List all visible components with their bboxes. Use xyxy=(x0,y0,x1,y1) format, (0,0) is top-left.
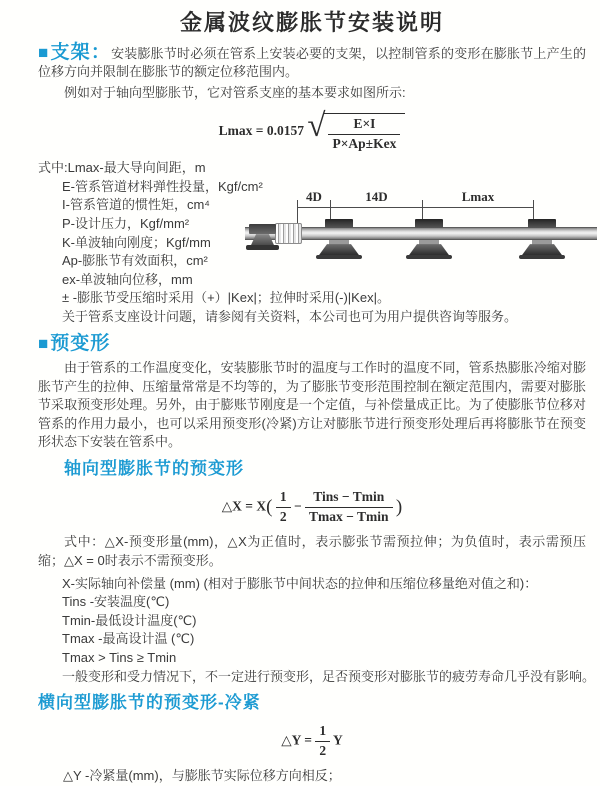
definition-line: 关于管系支座设计问题，请参阅有关资料，本公司也可为用户提供咨询等服务。 xyxy=(62,308,518,324)
definition-line: 式中:Lmax-最大导向间距，m xyxy=(38,160,206,176)
definition-line: Ap-膨胀节有效面积，cm² xyxy=(62,253,208,269)
blue-square-icon: ■ xyxy=(38,334,50,354)
definition-line: E-管系管道材料弹性投量，Kgf/cm² xyxy=(62,178,263,194)
support-intro-text: 安装膨胀节时必须在管系上安装必要的支架，以控制管系的变形在膨胀节上产生的位移方向并限制在膨胀节的额定位移范围内。 xyxy=(38,45,586,80)
lateral-subsection-heading: 横向型膨胀节的预变形-冷紧 xyxy=(38,693,261,713)
predeform-section-heading xyxy=(38,335,586,354)
support-section-heading xyxy=(38,42,111,63)
axial-explain-paragraph: 式中：△X-预变形量(mm)，△X为正值时，表示膨张节需预拉伸；为负值时，表示需预压缩；△X = 0时表示不需预变形。 xyxy=(38,534,586,568)
support-intro-paragraph xyxy=(38,41,586,82)
formula-delta-x xyxy=(38,489,586,526)
definition-line: Tins -安装温度(℃) xyxy=(62,594,170,610)
blue-square-icon: ■ xyxy=(38,42,50,62)
page-title: 金属波纹膨胀节安装说明 xyxy=(179,10,444,35)
dim-label-4d: 4D xyxy=(306,189,322,205)
support-example-line: 例如对于轴向型膨胀节，它对管系支座的基本要求如图所示: xyxy=(64,84,406,100)
definition-line: Tmax -最高设计温 (℃) xyxy=(62,631,195,647)
predeform-heading-label: 预变形 xyxy=(50,333,111,355)
formula-dx-lhs: △X = X xyxy=(221,498,267,514)
temperature-fraction: $\frac{\text{Tins − Tmin}}{Tmax - Tmin}$ xyxy=(305,489,392,526)
definition-line: X-实际轴向补偿量 (mm) (相对于膨胀节中间状态的拉伸和压缩位移量绝对值之和)： xyxy=(62,575,538,591)
axial-subsection-heading: 轴向型膨胀节的预变形 xyxy=(64,459,244,479)
definition-line: ± -膨胀节受压缩时采用（+）|Kex|；拉伸时采用(-)|Kex|。 xyxy=(62,290,390,306)
sqrt-expression xyxy=(307,108,405,153)
formula-lmax-fraction xyxy=(328,116,400,153)
lateral-note-line: △Y -冷紧量(mm)，与膨胀节实际位移方向相反； xyxy=(63,768,341,784)
support-heading-label: 支架： xyxy=(50,41,112,63)
formula-dy-lhs: △Y = xyxy=(281,732,312,748)
dim-label-14d: 14D xyxy=(365,189,388,205)
dimension-line xyxy=(297,207,534,208)
dim-label-lmax: Lmax xyxy=(461,189,495,205)
radical-sign: √ xyxy=(307,108,326,145)
fraction-numerator: E×I xyxy=(328,116,400,135)
formula-lmax-lhs: Lmax = 0.0157 xyxy=(218,123,304,139)
pipe-support-diagram xyxy=(243,189,600,267)
definition-line: 一般变形和受力情况下，不一定进行预变形，足否预变形对膨胀节的疲劳寿命几乎没有影响。 xyxy=(62,668,596,684)
right-paren: ) xyxy=(395,496,403,517)
predeform-paragraph: 由于管系的工作温度变化，安装膨胀节时的温度与工作时的温度不同，管系热膨胀冷缩对膨胀节产生的拉伸、压缩量常常是不均等的，为了膨胀节变形范围控制在额定范围内，需要对膨胀节采取预变形处理。另外，由于膨账节刚度是一个定值，与补偿量成正比。为了使膨胀节位移对管系的作用力最小，也可以采用预变形(冷紧)方让对膨胀节进行预变形处理后再将膨胀节在预变形状态下安装在管系中。 xyxy=(38,360,586,450)
fraction-denominator: P×Ap±Kex xyxy=(332,136,397,152)
definition-line: ex-单波轴向位移，mm xyxy=(62,271,193,287)
definition-line: I-管系管道的惯性矩，cm⁴ xyxy=(62,197,210,213)
left-paren: ( xyxy=(266,496,273,517)
axial-definitions xyxy=(38,575,596,687)
bellows-expansion-joint xyxy=(275,223,302,244)
formula-lmax xyxy=(38,108,586,153)
formula-delta-y xyxy=(38,723,586,760)
minus-sign: − xyxy=(293,498,302,514)
definition-line: P-设计压力，Kgf/mm² xyxy=(62,215,190,231)
formula-dy-rhs: Y xyxy=(332,732,343,748)
one-half-fraction: $\frac{1}{2}$ xyxy=(276,489,291,526)
definition-line: Tmax > Tins ≥ Tmin xyxy=(62,649,177,665)
definition-line: Tmin-最低设计温度(℃) xyxy=(62,612,197,628)
symbol-definitions xyxy=(38,159,586,326)
definition-line: K-单波轴向刚度；Kgf/mm xyxy=(62,234,211,250)
one-half-fraction: $\frac{1}{2}$ xyxy=(315,723,330,760)
